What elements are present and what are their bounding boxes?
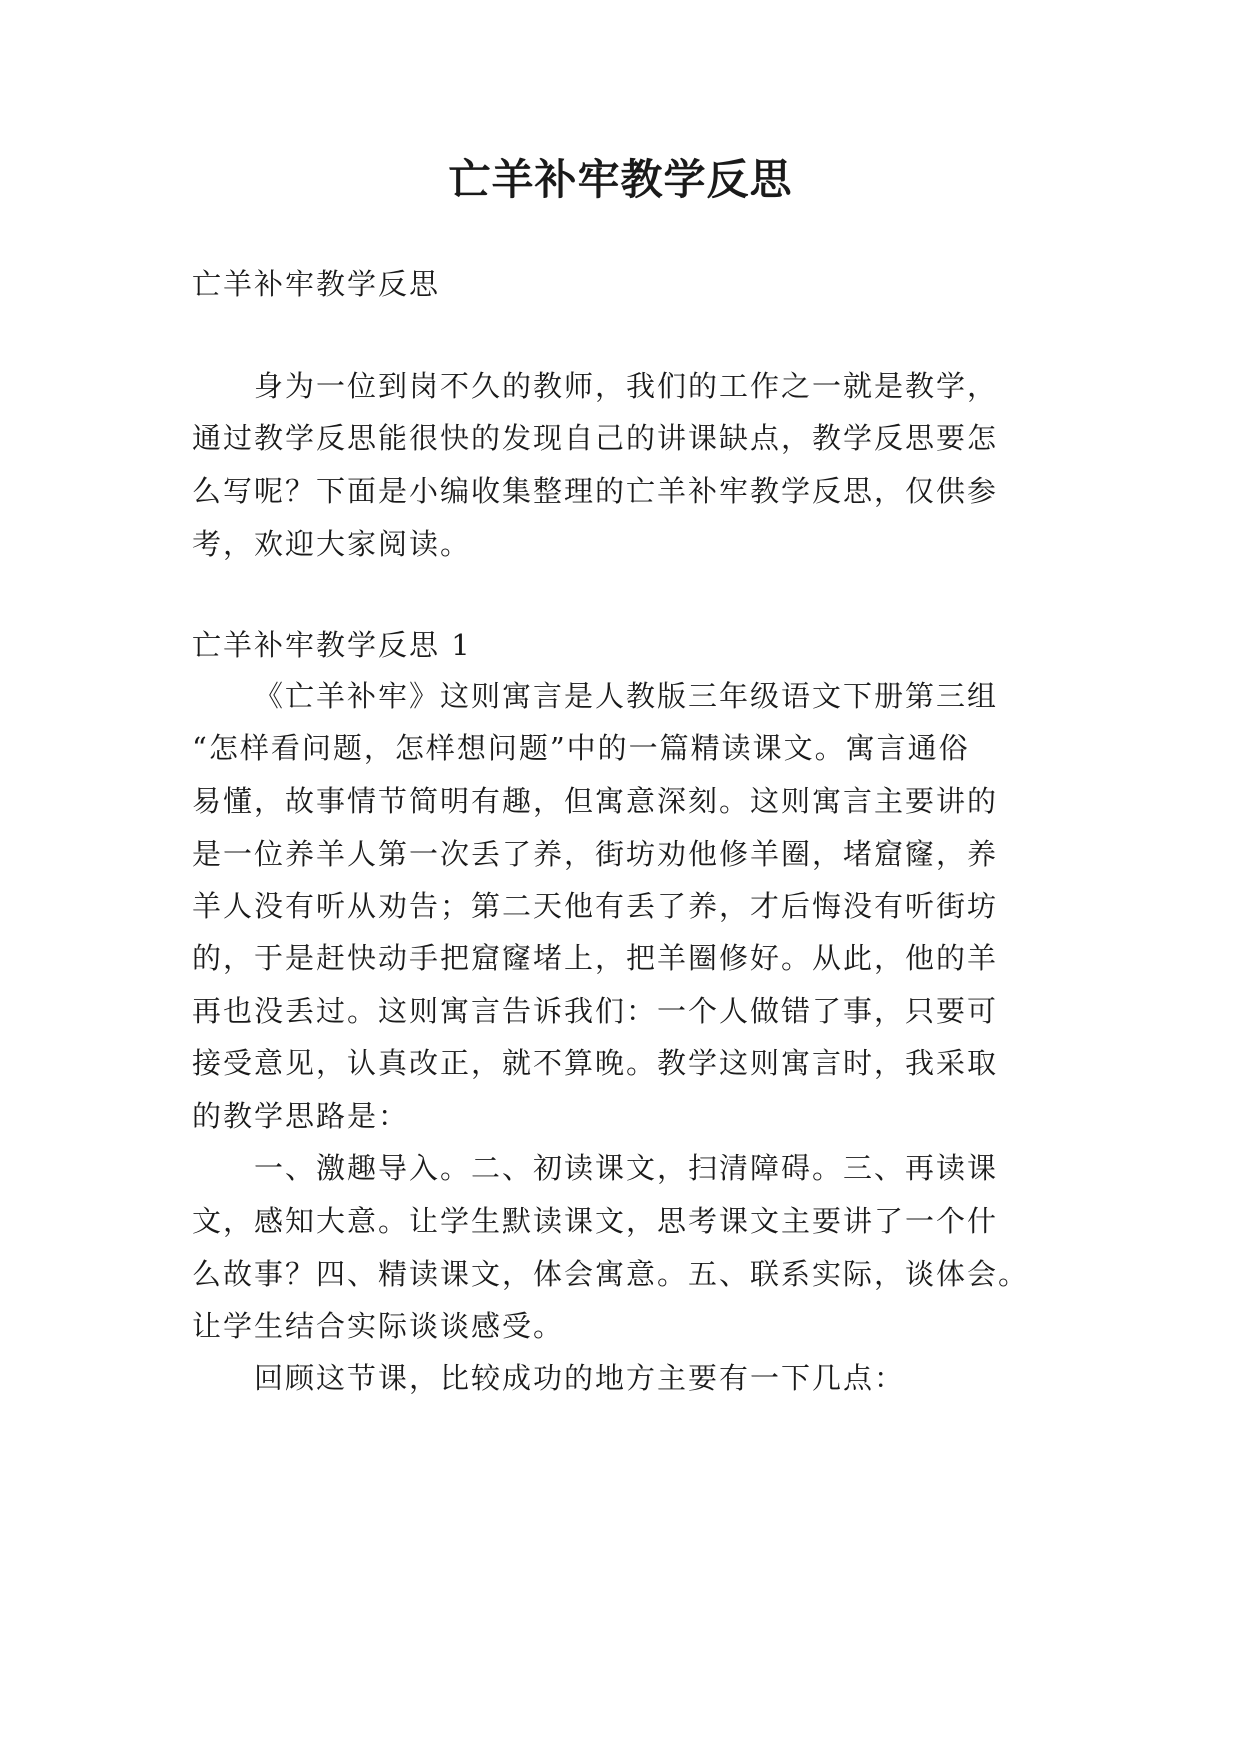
paragraph-line: “怎样看问题，怎样想问题”中的一篇精读课文。寓言通俗 xyxy=(192,731,970,765)
paragraph-line: 再也没丢过。这则寓言告诉我们：一个人做错了事，只要可 xyxy=(192,994,999,1028)
intro-line: 身为一位到岗不久的教师，我们的工作之一就是教学， xyxy=(254,369,999,403)
intro-line: 考，欢迎大家阅读。 xyxy=(192,527,472,561)
intro-line: 么写呢？下面是小编收集整理的亡羊补牢教学反思，仅供参 xyxy=(192,474,999,508)
paragraph-line: 是一位养羊人第一次丢了养，街坊劝他修羊圈，堵窟窿，养 xyxy=(192,837,999,871)
paragraph-line: 让学生结合实际谈谈感受。 xyxy=(192,1309,565,1343)
paragraph-line: 接受意见，认真改正，就不算晚。教学这则寓言时，我采取 xyxy=(192,1046,999,1080)
document-title: 亡羊补牢教学反思 xyxy=(448,155,793,204)
paragraph-line: 《亡羊补牢》这则寓言是人教版三年级语文下册第三组 xyxy=(254,679,999,713)
paragraph-line: 的教学思路是： xyxy=(192,1099,410,1133)
paragraph-line: 么故事？四、精读课文，体会寓意。五、联系实际，谈体会。 xyxy=(192,1257,1030,1291)
paragraph-line: 羊人没有听从劝告；第二天他有丢了养，才后悔没有听街坊 xyxy=(192,889,999,923)
document-subtitle: 亡羊补牢教学反思 xyxy=(192,267,441,301)
paragraph-line: 回顾这节课，比较成功的地方主要有一下几点： xyxy=(254,1361,906,1395)
paragraph-line: 一、激趣导入。二、初读课文，扫清障碍。三、再读课 xyxy=(254,1151,999,1185)
section-heading: 亡羊补牢教学反思 1 xyxy=(192,628,472,662)
paragraph-line: 易懂，故事情节简明有趣，但寓意深刻。这则寓言主要讲的 xyxy=(192,784,999,818)
intro-line: 通过教学反思能很快的发现自己的讲课缺点，教学反思要怎 xyxy=(192,421,999,455)
paragraph-line: 文，感知大意。让学生默读课文，思考课文主要讲了一个什 xyxy=(192,1204,999,1238)
paragraph-line: 的，于是赶快动手把窟窿堵上，把羊圈修好。从此，他的羊 xyxy=(192,941,999,975)
